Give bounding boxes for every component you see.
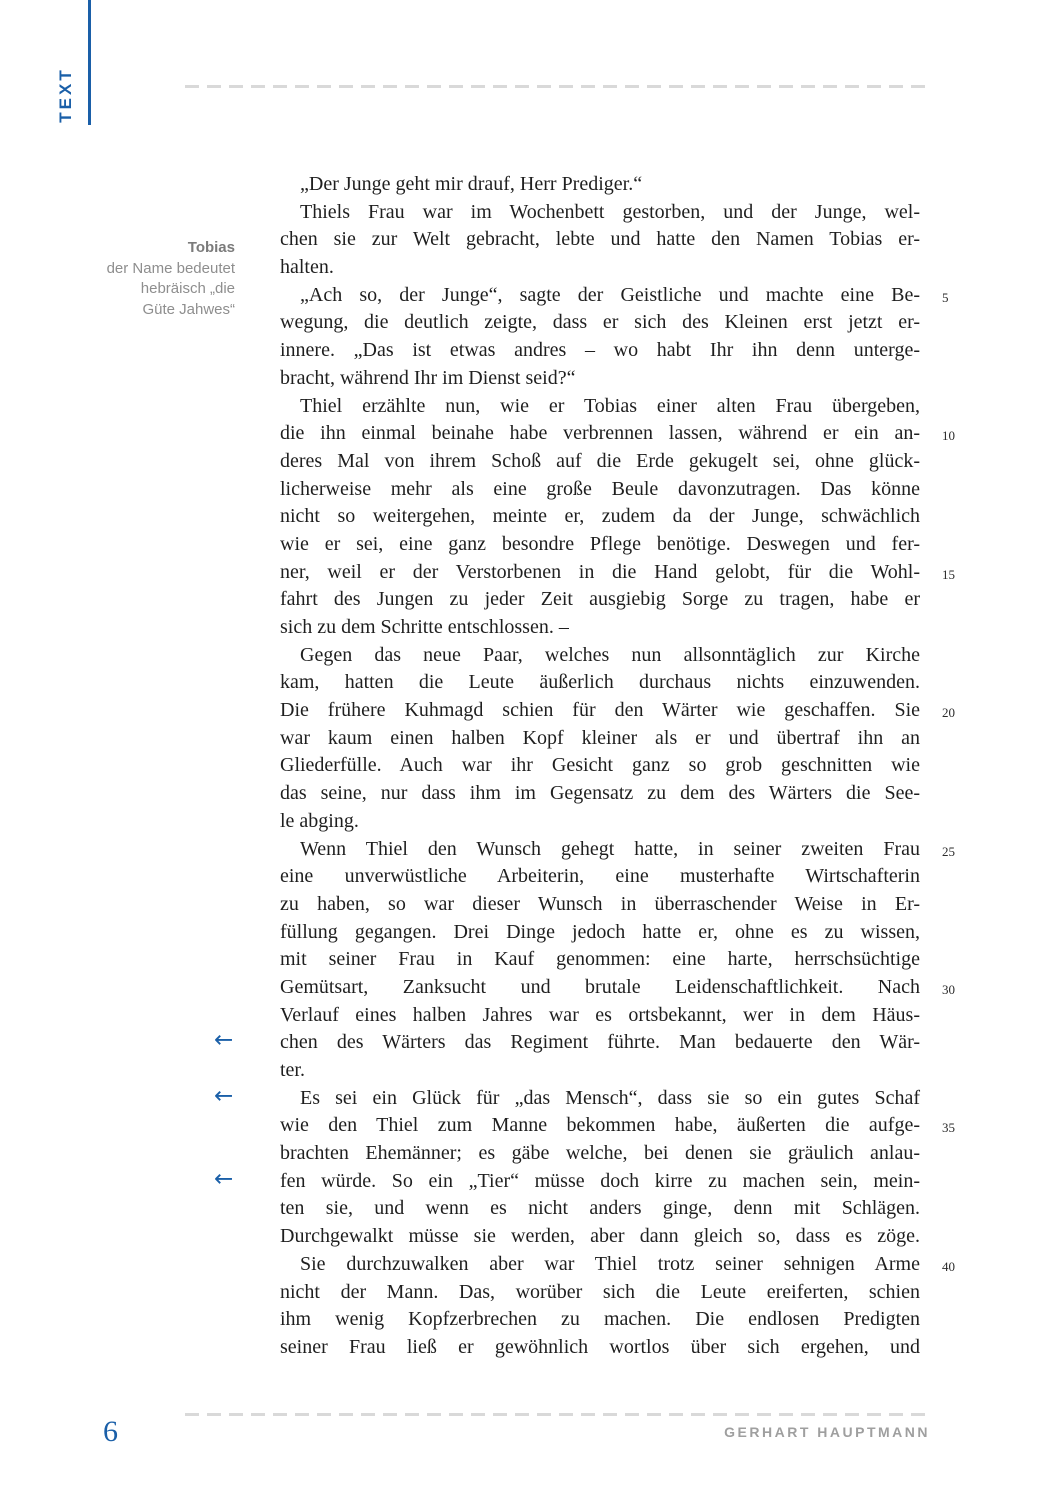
bottom-divider (185, 1413, 930, 1416)
text-line: nicht so weitergehen, meinte er, zudem da der Junge, schwächlich (280, 505, 920, 528)
section-tab-label: TEXT (56, 67, 75, 123)
text-line: wegung, die deutlich zeigte, dass er sich des Kleinen erst jetzt er- (280, 311, 920, 334)
text-line: brachten Ehemänner; es gäbe welche, bei denen sie gräulich anlau- (280, 1142, 920, 1165)
text-line: nicht der Mann. Das, worüber sich die Leute ereiferten, schien (280, 1280, 920, 1303)
text-line: le abging. (280, 809, 359, 832)
text-line: wie er sei, eine ganz besondre Pflege benötige. Deswegen und fer- (280, 532, 920, 555)
margin-arrow-icon: ← (214, 1165, 234, 1192)
text-line: innere. „Das ist etwas andres – wo habt Ihr ihn denn unterge- (280, 339, 920, 362)
margin-note-line: der Name bedeutet (106, 259, 235, 277)
text-line: füllung gegangen. Drei Dinge jedoch hatte er, ohne es zu wissen, (280, 920, 920, 943)
text-line: Verlauf eines halben Jahres war es ortsbekannt, wer in dem Häus- (280, 1003, 920, 1026)
text-line: fen würde. So ein „Tier“ müsse doch kirre zu machen sein, mein- ← (214, 1165, 920, 1192)
margin-note (0, 238, 235, 320)
text-line: ihm wenig Kopfzerbrechen zu machen. Die endlosen Predigten (280, 1308, 920, 1331)
text-line: fahrt des Jungen zu jeder Zeit ausgiebig Sorge zu tragen, habe er (280, 588, 920, 611)
text-line: bracht, während Ihr im Dienst seid?“ (280, 366, 576, 389)
text-line: deres Mal von ihrem Schoß auf die Erde gekugelt sei, ohne glück- (280, 449, 920, 472)
line-number: 35 (942, 1120, 955, 1136)
margin-note-line: Güte Jahwes“ (142, 300, 235, 318)
line-number: 15 (942, 566, 955, 582)
page-number: 6 (103, 1415, 118, 1448)
text-line: eine unverwüstliche Arbeiterin, eine musterhafte Wirtschafterin (280, 865, 920, 888)
text-line: chen des Wärters das Regiment führte. Man bedauerte den Wär- ← (214, 1027, 920, 1054)
text-line: sich zu dem Schritte entschlossen. – (280, 616, 569, 638)
text-line: „Ach so, der Junge“, sagte der Geistliche und machte eine Be- 5 (280, 282, 920, 310)
footer-author: GERHART HAUPTMANN (724, 1424, 930, 1440)
line-number: 20 (942, 705, 955, 721)
text-line: ner, weil er der Verstorbenen in die Hand gelobt, für die Wohl- 15 (280, 559, 920, 587)
line-number: 25 (942, 843, 955, 859)
text-line: wie den Thiel zum Manne bekommen habe, äußerten die aufge- 35 (280, 1112, 920, 1140)
text-line: ter. (280, 1059, 305, 1081)
text-line: die ihn einmal beinahe habe verbrennen lassen, während er ein an- 10 (280, 420, 920, 448)
text-line: Sie durchzuwalken aber war Thiel trotz seiner sehnigen Arme 40 (280, 1251, 920, 1279)
line-number: 5 (942, 289, 949, 305)
line-number: 40 (942, 1258, 955, 1274)
text-line: Wenn Thiel den Wunsch gehegt hatte, in seiner zweiten Frau 25 (280, 836, 920, 864)
text-line: „Der Junge geht mir drauf, Herr Prediger.“ (300, 173, 643, 195)
text-line: seiner Frau ließ er gewöhnlich wortlos über sich ergehen, und (280, 1335, 920, 1358)
text-line: Gemütsart, Zanksucht und brutale Leidenschaftlichkeit. Nach 30 (280, 974, 920, 1002)
text-line: halten. (280, 256, 334, 279)
line-number: 10 (942, 428, 955, 444)
text-line: Thiel erzählte nun, wie er Tobias einer alten Frau übergeben, (300, 394, 920, 417)
text-line: Die frühere Kuhmagd schien für den Wärter wie geschaffen. Sie 20 (280, 697, 920, 725)
margin-arrow-icon: ← (214, 1082, 234, 1109)
margin-arrow-icon: ← (214, 1027, 234, 1054)
margin-note-line: hebräisch „die (140, 280, 235, 297)
text-line: kam, hatten die Leute äußerlich durchaus nichts einzuwenden. (280, 671, 920, 694)
text-line: war kaum einen halben Kopf kleiner als er und übertraf ihn an (280, 726, 920, 749)
text-line: das seine, nur dass ihm im Gegensatz zu dem des Wärters die See- (280, 782, 920, 805)
text-body (214, 171, 955, 1362)
text-line: chen sie zur Welt gebracht, lebte und hatte den Namen Tobias er- (280, 228, 920, 251)
text-line: ten sie, und wenn es nicht anders ginge, denn mit Schlägen. (280, 1197, 920, 1220)
text-line: Gegen das neue Paar, welches nun allsonntäglich zur Kirche (300, 643, 920, 666)
top-divider (185, 85, 930, 88)
text-line: Es sei ein Glück für „das Mensch“, dass sie so ein gutes Schaf ← (214, 1082, 920, 1109)
line-number: 30 (942, 981, 955, 997)
text-line: mit seiner Frau in Kauf genommen: eine harte, herrschsüchtige (280, 948, 920, 971)
margin-note-title: Tobias (187, 239, 235, 256)
text-line: licherweise mehr als eine große Beule davonzutragen. Das könne (280, 477, 920, 500)
text-line: zu haben, so war dieser Wunsch in überraschender Weise in Er- (280, 892, 920, 915)
text-line: Thiels Frau war im Wochenbett gestorben, und der Junge, wel- (300, 200, 920, 223)
text-line: Gliederfülle. Auch war ihr Gesicht ganz so grob geschnitten wie (280, 754, 920, 777)
text-line: Durchgewalkt müsse sie werden, aber dann gleich so, dass es zöge. (280, 1225, 920, 1248)
